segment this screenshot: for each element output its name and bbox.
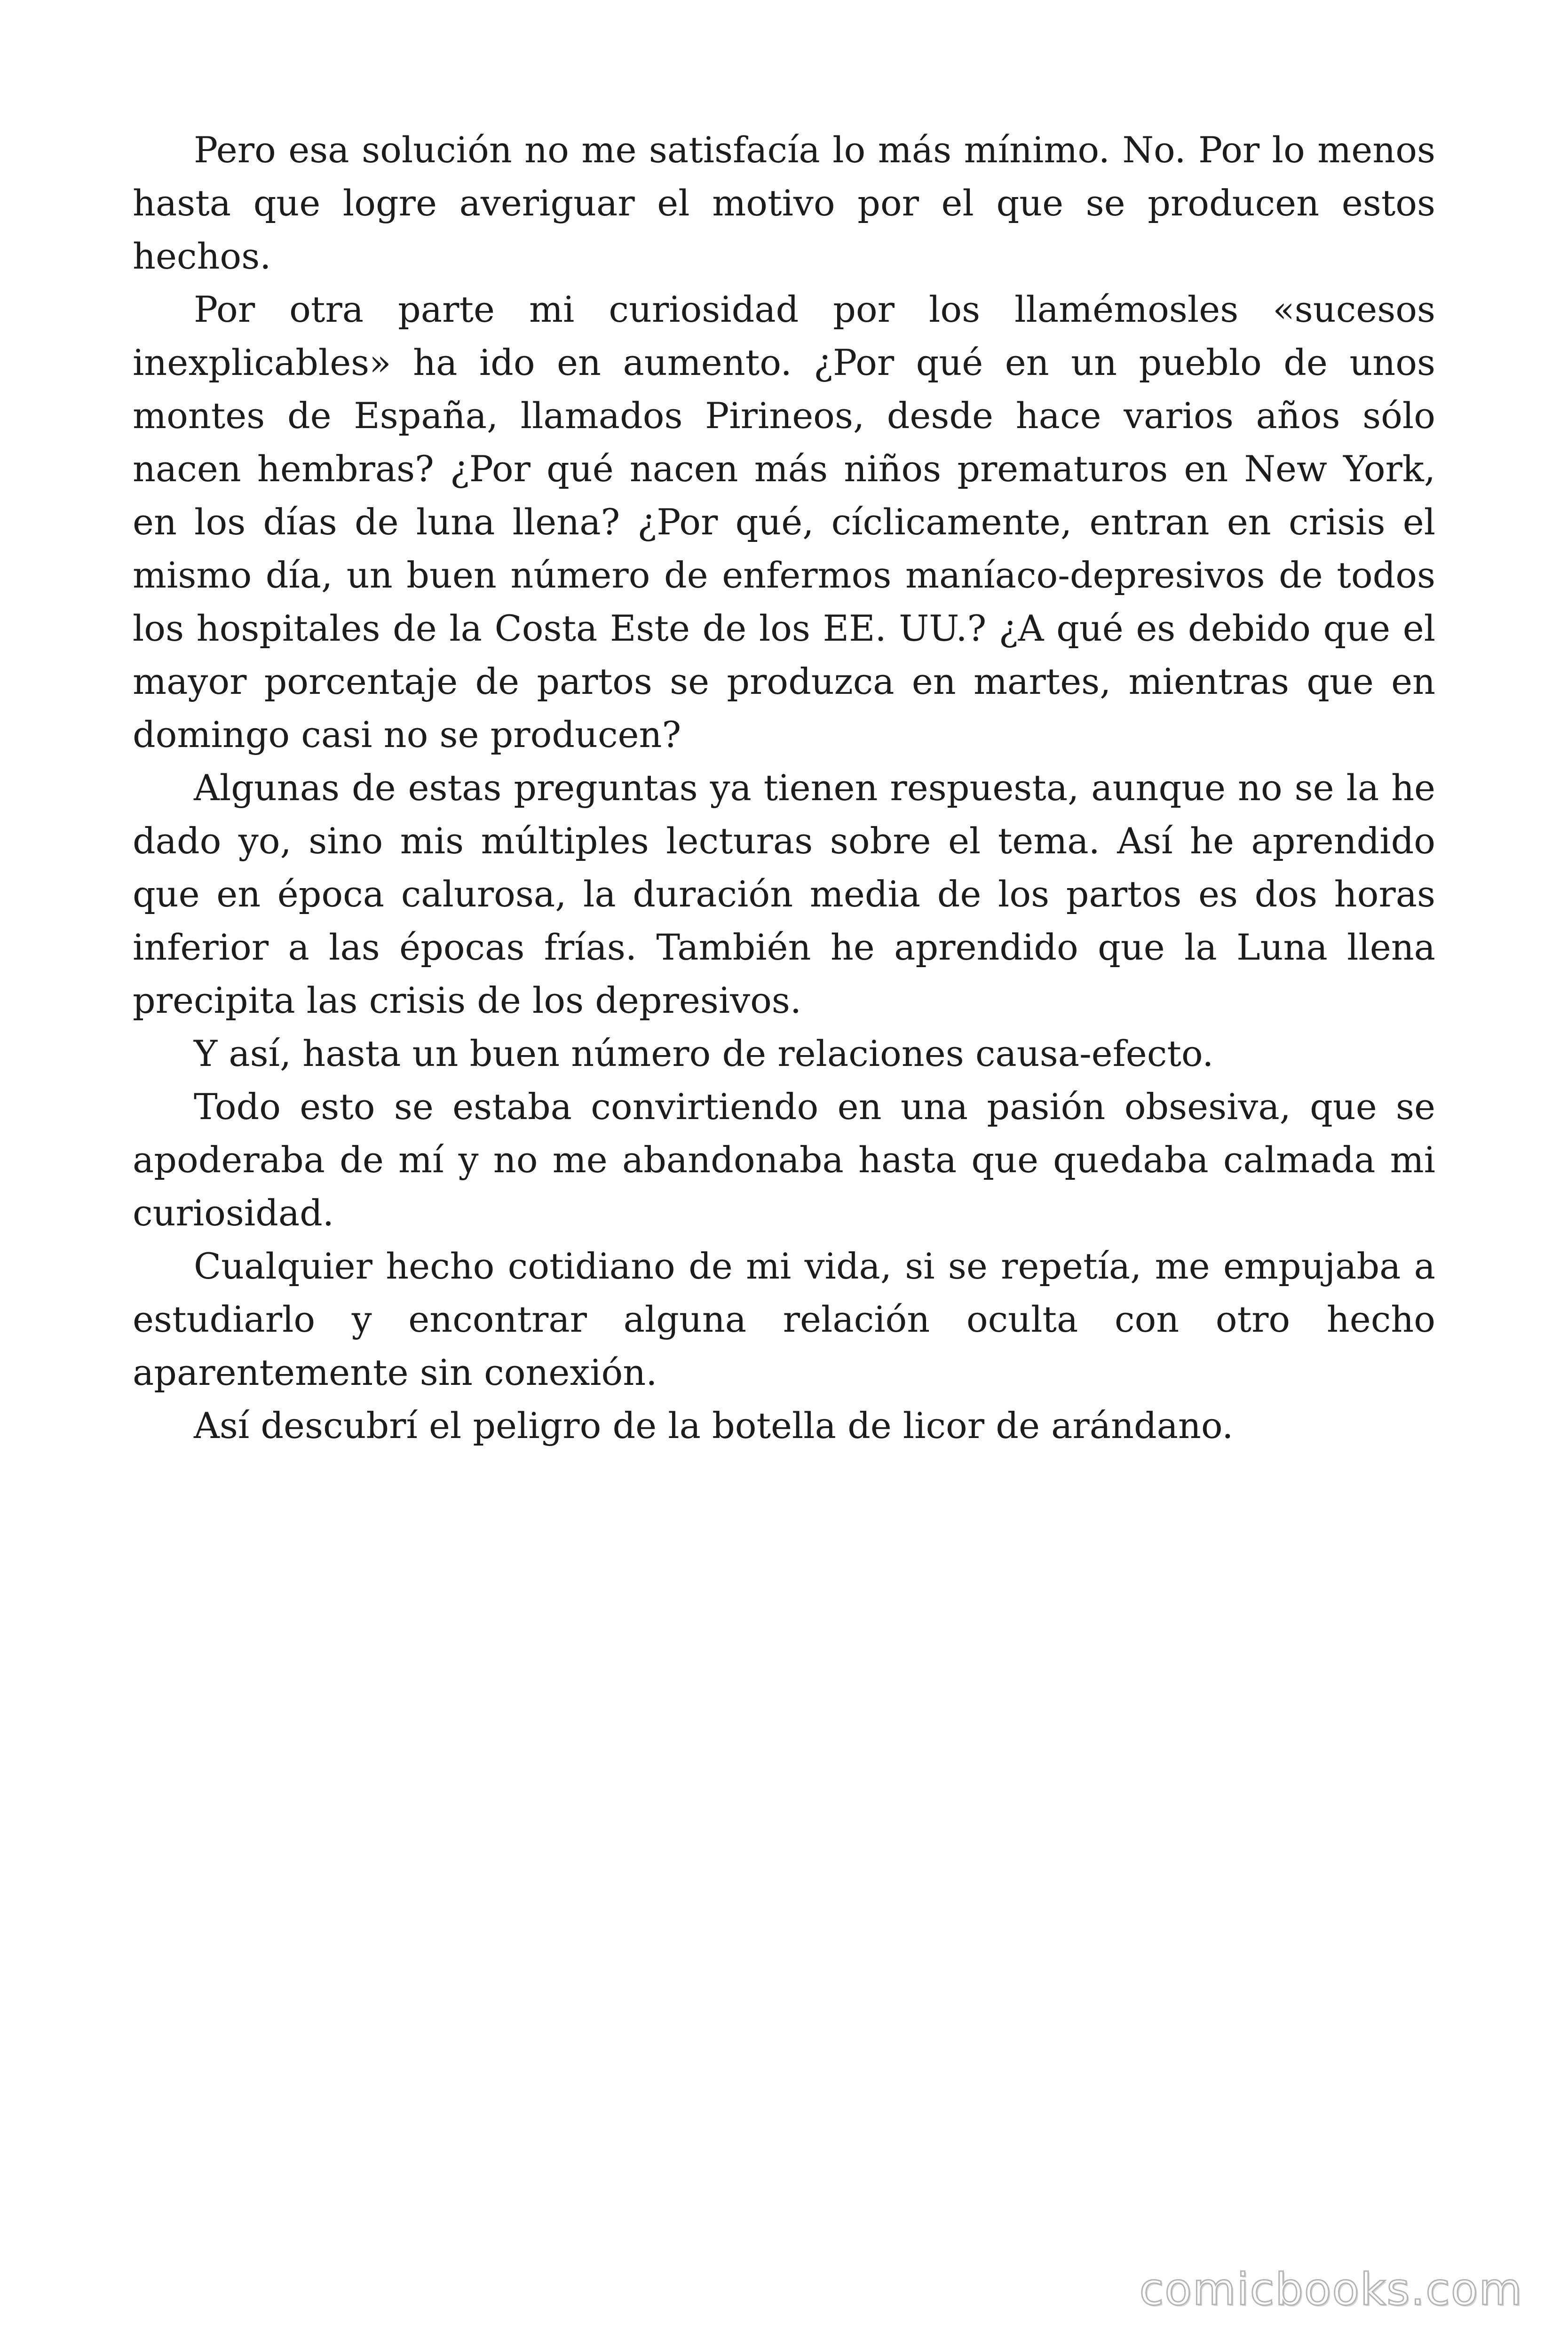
- paragraph: Todo esto se estaba convirtiendo en una pasión obsesiva, que se apoderaba de mí y no me abandonaba hasta que quedaba calmada mi curiosidad.: [133, 1086, 1435, 1234]
- paragraph: Por otra parte mi curiosidad por los llamémosles «sucesos inexplicables» ha ido en aumento. ¿Por qué en un pueblo de unos montes de España, llamados Pirineos, desde hace varios años sólo nacen hembras? ¿Por qué nacen más niños prematuros en New York, en los días de luna llena? ¿Por qué, cíclicamente, entran en crisis el mismo día, un buen número de enfermos maníaco-depresivos de todos los hospitales de la Costa Este de los EE. UU.? ¿A qué es debido que el mayor porcentaje de partos se produzca en martes, mientras que en domingo casi no se producen?: [133, 288, 1435, 755]
- paragraph: Así descubrí el peligro de la botella de licor de arándano.: [194, 1405, 1234, 1446]
- paragraph: Algunas de estas preguntas ya tienen respuesta, aunque no se la he dado yo, sino mis múltiples lecturas sobre el tema. Así he aprendido que en época calurosa, la duración media de los partos es dos horas inferior a las épocas frías. También he aprendido que la Luna llena precipita las crisis de los depresivos.: [133, 767, 1435, 1021]
- paragraph: Cualquier hecho cotidiano de mi vida, si se repetía, me empujaba a estudiarlo y encontrar alguna relación oculta con otro hecho aparentemente sin conexión.: [133, 1245, 1435, 1393]
- paragraph: Pero esa solución no me satisfacía lo más mínimo. No. Por lo menos hasta que logre averiguar el motivo por el que se producen estos hechos.: [133, 129, 1435, 277]
- watermark: comicbooks.com: [1139, 2264, 1523, 2315]
- paragraph: Y así, hasta un buen número de relaciones causa-efecto.: [194, 1033, 1214, 1074]
- body-text: [133, 123, 1435, 1452]
